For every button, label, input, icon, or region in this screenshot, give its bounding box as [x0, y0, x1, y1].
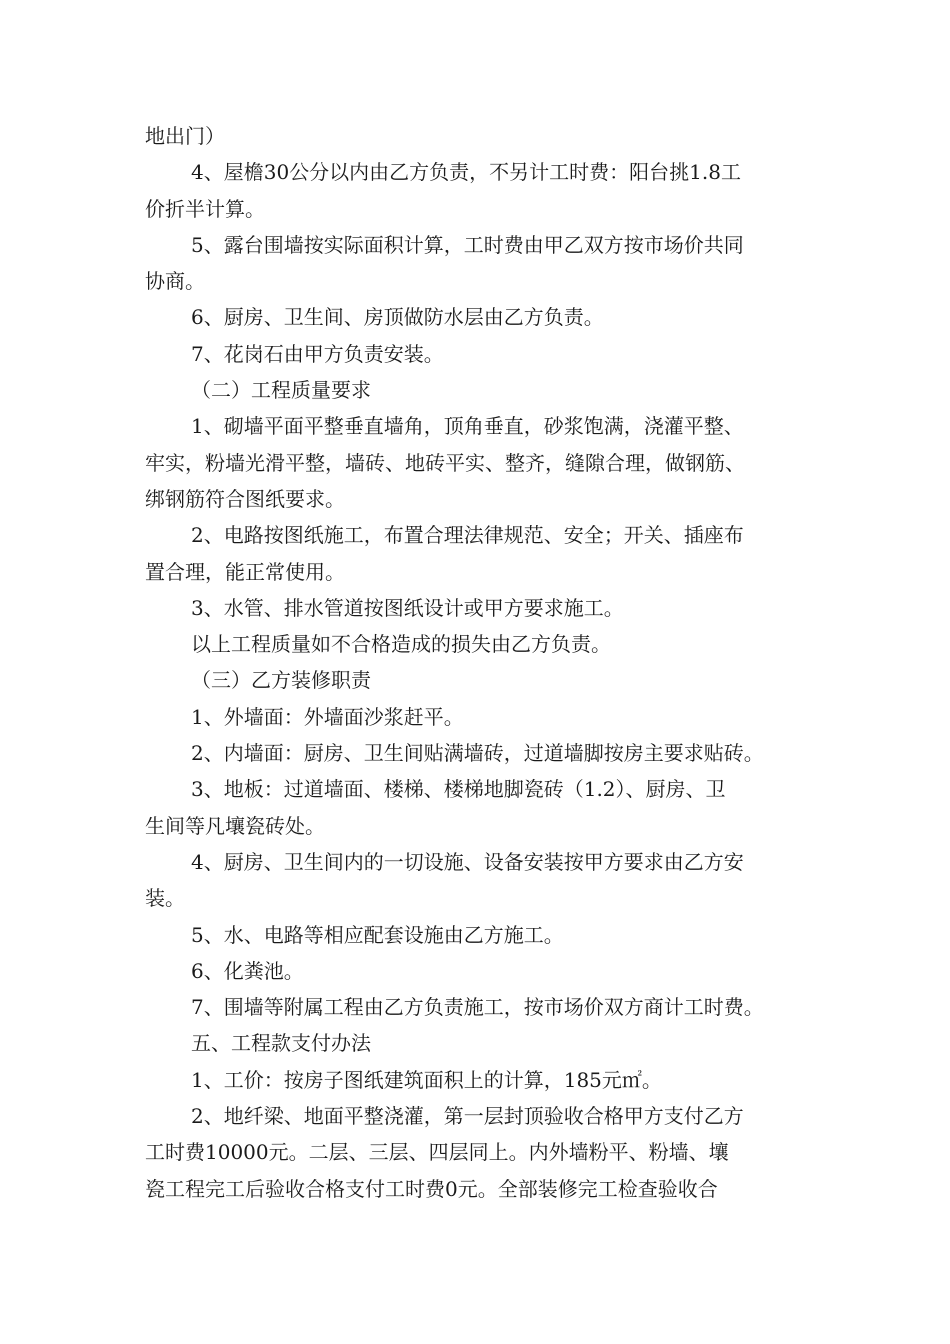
section-heading-duties: （三）乙方装修职责 — [191, 668, 371, 693]
line-22: 装。 — [145, 886, 185, 911]
document-body — [145, 118, 815, 1207]
line-29: 工时费10000元。二层、三层、四层同上。内外墙粉平、粉墙、壤 — [145, 1140, 729, 1165]
line-17: 1、外墙面：外墙面沙浆赶平。 — [191, 704, 464, 729]
line-6: 6、厨房、卫生间、房顶做防水层由乙方负责。 — [191, 305, 604, 330]
line-30: 瓷工程完工后验收合格支付工时费0元。全部装修完工检查验收合 — [145, 1176, 718, 1201]
section-heading-quality: （二）工程质量要求 — [191, 378, 371, 403]
line-24: 6、化粪池。 — [191, 958, 304, 983]
line-4: 5、露台围墙按实际面积计算，工时费由甲乙双方按市场价共同 — [191, 232, 744, 257]
line-14: 3、水管、排水管道按图纸设计或甲方要求施工。 — [191, 595, 624, 620]
line-3: 价折半计算。 — [145, 196, 265, 221]
line-27: 1、工价：按房子图纸建筑面积上的计算，185元㎡。 — [191, 1067, 662, 1092]
line-11: 绑钢筋符合图纸要求。 — [145, 486, 345, 511]
line-15: 以上工程质量如不合格造成的损失由乙方负责。 — [191, 632, 611, 657]
section-heading-payment: 五、工程款支付办法 — [191, 1031, 371, 1056]
line-12: 2、电路按图纸施工，布置合理法律规范、安全；开关、插座布 — [191, 523, 744, 548]
line-5: 协商。 — [145, 269, 205, 294]
line-20: 生间等凡壤瓷砖处。 — [145, 813, 325, 838]
line-13: 置合理，能正常使用。 — [145, 559, 345, 584]
line-9: 1、砌墙平面平整垂直墙角，顶角垂直，砂浆饱满，浇灌平整、 — [191, 414, 744, 439]
line-19: 3、地板：过道墙面、楼梯、楼梯地脚瓷砖（1.2）、厨房、卫 — [191, 777, 726, 802]
line-25: 7、围墙等附属工程由乙方负责施工，按市场价双方商计工时费。 — [191, 995, 764, 1020]
line-1: 地出门） — [145, 124, 225, 148]
line-23: 5、水、电路等相应配套设施由乙方施工。 — [191, 922, 564, 947]
line-2: 4、屋檐30公分以内由乙方负责，不另计工时费：阳台挑1.8工 — [191, 160, 741, 185]
line-18: 2、内墙面：厨房、卫生间贴满墙砖，过道墙脚按房主要求贴砖。 — [191, 741, 764, 766]
line-28: 2、地纤梁、地面平整浇灌，第一层封顶验收合格甲方支付乙方 — [191, 1104, 744, 1129]
line-21: 4、厨房、卫生间内的一切设施、设备安装按甲方要求由乙方安 — [191, 849, 744, 874]
line-7: 7、花岗石由甲方负责安装。 — [191, 341, 444, 366]
line-10: 牢实，粉墙光滑平整，墙砖、地砖平实、整齐，缝隙合理，做钢筋、 — [145, 450, 745, 475]
